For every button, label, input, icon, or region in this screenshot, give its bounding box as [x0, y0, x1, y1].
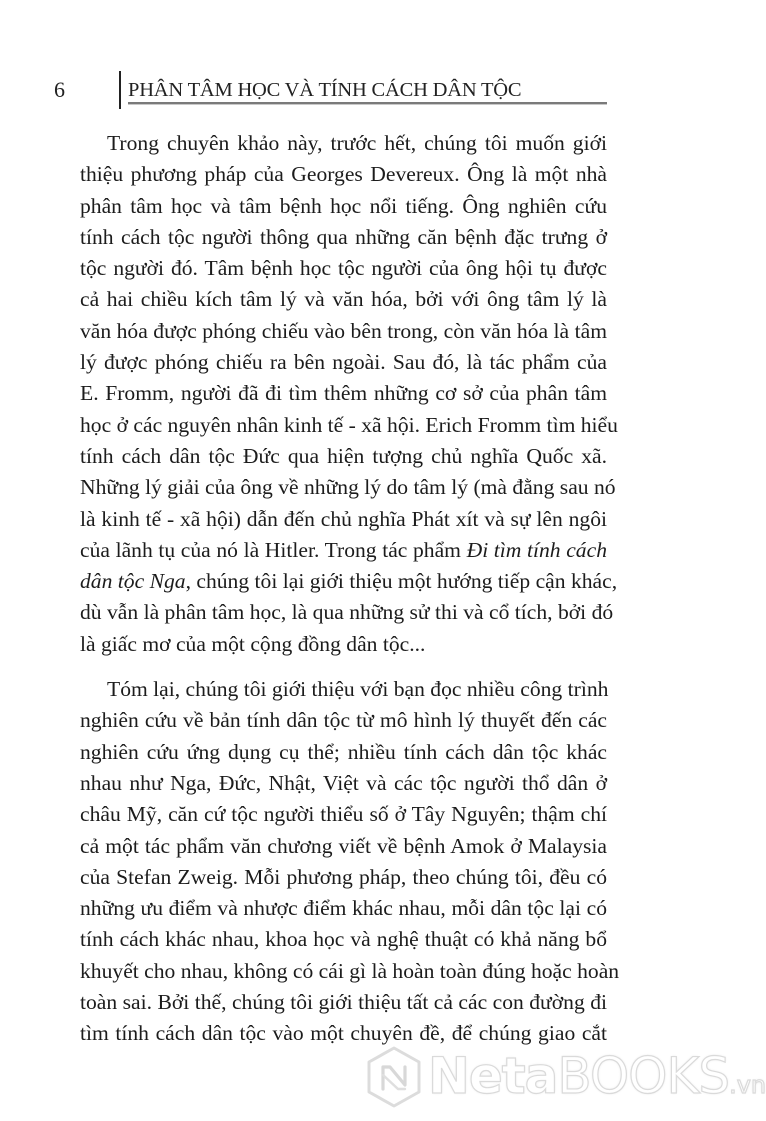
- text-line: khuyết cho nhau, không có cái gì là hoàn toàn đúng hoặc hoàn: [80, 958, 620, 983]
- text-line: những ưu điểm và nhược điểm khác nhau, mỗi dân tộc lại có: [80, 896, 607, 921]
- book-title-italic: dân tộc Nga: [80, 569, 186, 594]
- text-line: tính cách dân tộc Đức qua hiện tượng chủ nghĩa Quốc xã.: [80, 443, 607, 468]
- book-title-italic: Đi tìm tính cách: [466, 537, 607, 562]
- text-line: nghiên cứu ứng dụng cụ thể; nhiều tính cách dân tộc khác: [80, 739, 607, 764]
- text-line: là giấc mơ của một cộng đồng dân tộc...: [80, 631, 426, 656]
- paragraph-gap: [80, 660, 607, 674]
- text-line: học ở các nguyên nhân kinh tế - xã hội. Erich Fromm tìm hiểu: [80, 412, 618, 437]
- text-line: là kinh tế - xã hội) dẫn đến chủ nghĩa Phát xít và sự lên ngôi: [80, 506, 607, 531]
- header-vertical-bar: [119, 71, 121, 109]
- text-line: châu Mỹ, căn cứ tộc người thiểu số ở Tây Nguyên; thậm chí: [80, 802, 607, 827]
- text-line: Những lý giải của ông về những lý do tâm lý (mà đằng sau nó: [80, 475, 616, 500]
- text-line: tính cách tộc người thông qua những căn bệnh đặc trưng ở: [80, 224, 607, 249]
- text-line: cả một tác phẩm văn chương viết về bệnh Amok ở Malaysia: [80, 833, 607, 858]
- text-run: của lãnh tụ của nó là Hitler. Trong tác phẩm: [80, 537, 467, 562]
- page-number: 6: [54, 77, 65, 102]
- body-text: [80, 128, 620, 1050]
- text-line: phân tâm học và tâm bệnh học nổi tiếng. Ông nghiên cứu: [80, 193, 607, 218]
- text-line: tìm tính cách dân tộc vào một chuyên đề, để chúng giao cắt: [80, 1021, 607, 1046]
- text-line: của Stefan Zweig. Mỗi phương pháp, theo chúng tôi, đều có: [80, 864, 607, 889]
- text-line: [80, 535, 607, 566]
- text-line: dù vẫn là phân tâm học, là qua những sử thi và cổ tích, bởi đó: [80, 600, 614, 625]
- brand-part-1: Neta: [428, 1047, 558, 1105]
- text-line: Tóm lại, chúng tôi giới thiệu với bạn đọc nhiều công trình: [107, 677, 609, 702]
- text-line: văn hóa được phóng chiếu vào bên trong, còn văn hóa là tâm: [80, 318, 607, 343]
- netabooks-logo-icon: [364, 1045, 424, 1109]
- text-line: E. Fromm, người đã đi tìm thêm những cơ sở của phân tâm: [80, 381, 607, 406]
- brand-part-2: BOOKS: [557, 1047, 730, 1105]
- netabooks-watermark: [364, 1044, 766, 1110]
- text-line: [80, 566, 618, 597]
- text-line: Trong chuyên khảo này, trước hết, chúng tôi muốn giới: [107, 131, 607, 155]
- text-line: nhau như Nga, Đức, Nhật, Việt và các tộc người thổ dân ở: [80, 770, 607, 795]
- paragraph-2: [80, 674, 620, 1050]
- text-line: toàn sai. Bởi thế, chúng tôi giới thiệu tất cả các con đường đi: [80, 990, 607, 1015]
- text-line: lý được phóng chiếu ra bên ngoài. Sau đó, là tác phẩm của: [80, 350, 607, 375]
- paragraph-1: [80, 128, 618, 660]
- text-line: thiệu phương pháp của Georges Devereux. Ông là một nhà: [80, 162, 607, 187]
- header-rule: [128, 102, 607, 104]
- netabooks-wordmark: [428, 1048, 766, 1113]
- running-title: PHÂN TÂM HỌC VÀ TÍNH CÁCH DÂN TỘC: [128, 79, 522, 101]
- text-run: , chúng tôi lại giới thiệu một hướng tiếp cận khác,: [185, 569, 618, 594]
- text-line: cả hai chiều kích tâm lý và văn hóa, bởi với ông tâm lý là: [80, 287, 607, 312]
- text-line: tính cách khác nhau, khoa học và nghệ thuật có khả năng bổ: [80, 927, 607, 952]
- brand-suffix: .vn: [729, 1071, 766, 1099]
- text-line: tộc người đó. Tâm bệnh học tộc người của ông hội tụ được: [80, 256, 607, 281]
- text-line: nghiên cứu về bản tính dân tộc từ mô hình lý thuyết đến các: [80, 708, 607, 733]
